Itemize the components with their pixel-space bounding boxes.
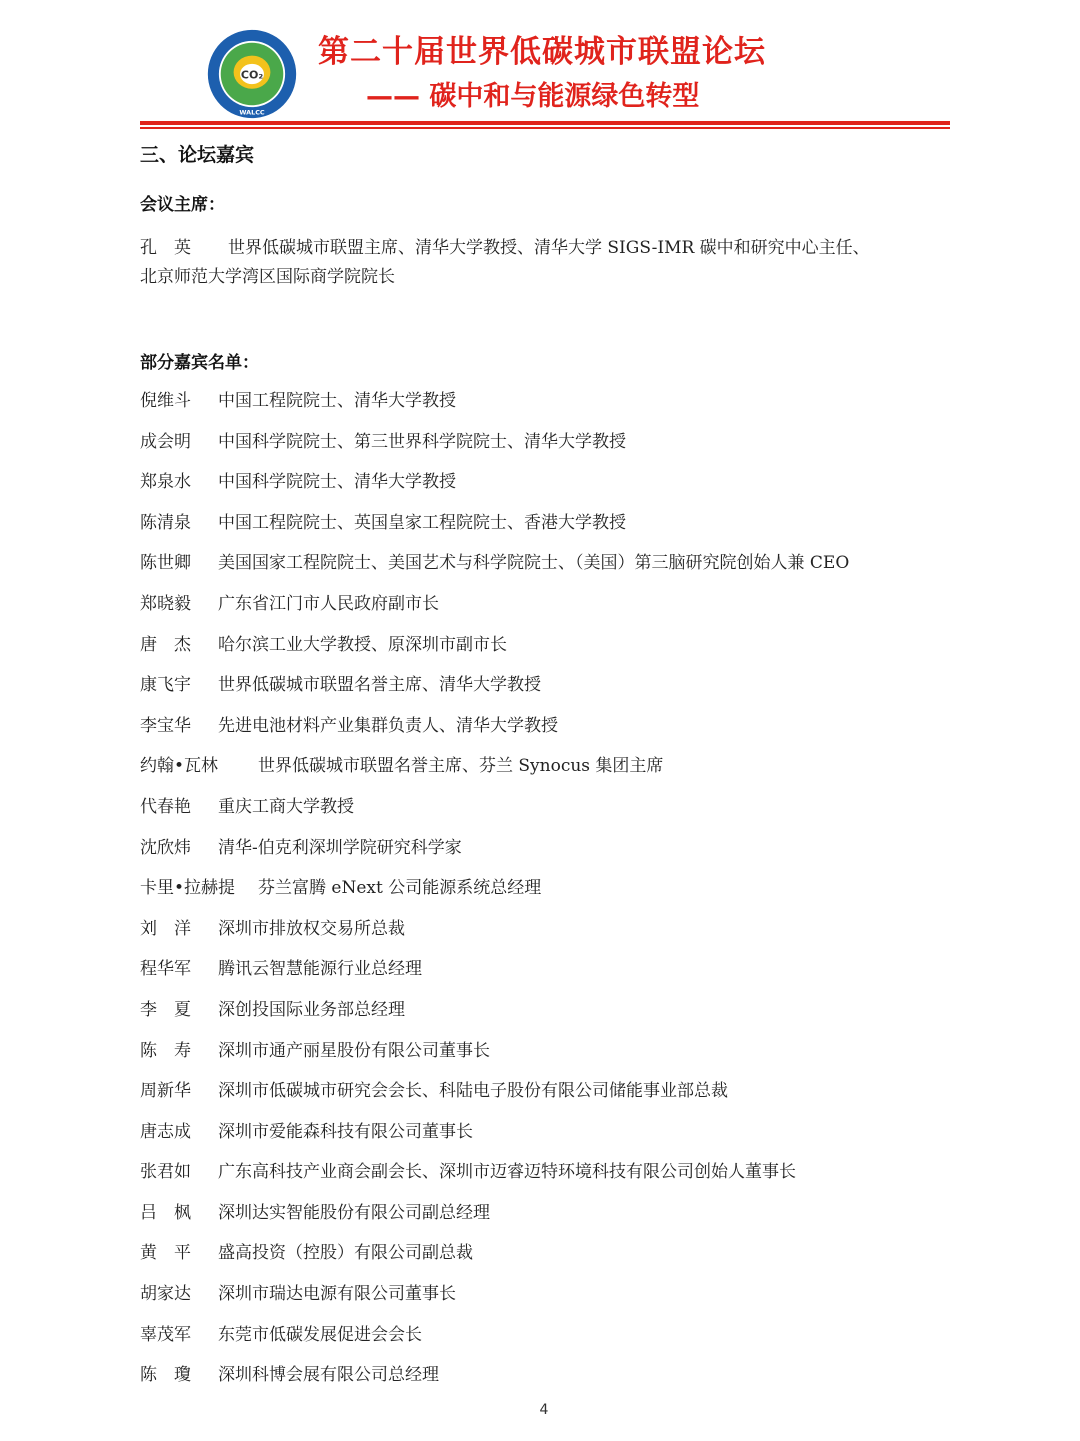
guest-name: 周新华 bbox=[140, 1081, 191, 1102]
guest-name: 陈世卿 bbox=[140, 553, 191, 574]
guest-row bbox=[140, 1119, 849, 1160]
chair-label: 会议主席： bbox=[140, 195, 225, 215]
guest-row bbox=[140, 1038, 849, 1079]
guest-row bbox=[140, 1281, 849, 1322]
section-heading: 三、论坛嘉宾 bbox=[140, 144, 255, 166]
guest-title: 世界低碳城市联盟名誉主席、芬兰 Synocus 集团主席 bbox=[258, 756, 664, 777]
guest-title: 深圳市低碳城市研究会会长、科陆电子股份有限公司储能事业部总裁 bbox=[218, 1081, 728, 1102]
guest-title: 深圳市瑞达电源有限公司董事长 bbox=[218, 1284, 456, 1305]
guest-title: 先进电池材料产业集群负责人、清华大学教授 bbox=[218, 715, 558, 736]
guest-title: 哈尔滨工业大学教授、原深圳市副市长 bbox=[218, 634, 507, 655]
guest-row bbox=[140, 1078, 849, 1119]
guest-name: 唐志成 bbox=[140, 1121, 191, 1142]
chair-entry bbox=[140, 233, 870, 258]
guest-row bbox=[140, 956, 849, 997]
guest-title: 清华-伯克利深圳学院研究科学家 bbox=[218, 837, 462, 858]
guests-label: 部分嘉宾名单： bbox=[140, 353, 259, 373]
guest-row bbox=[140, 1200, 849, 1241]
guest-name: 陈 瓊 bbox=[140, 1365, 191, 1386]
guest-name: 代春艳 bbox=[140, 796, 191, 817]
guest-name: 陈清泉 bbox=[140, 512, 191, 533]
guest-name: 成会明 bbox=[140, 431, 191, 452]
guest-row bbox=[140, 1362, 849, 1403]
forum-subtitle: —— 碳中和与能源绿色转型 bbox=[366, 81, 700, 112]
guest-row bbox=[140, 632, 849, 673]
header-divider-thin bbox=[140, 127, 950, 129]
svg-text:WALCC: WALCC bbox=[239, 108, 265, 117]
guest-name: 郑泉水 bbox=[140, 472, 191, 493]
guest-row bbox=[140, 591, 849, 632]
guest-title: 重庆工商大学教授 bbox=[218, 796, 354, 817]
guest-name: 倪维斗 bbox=[140, 391, 191, 411]
guest-row bbox=[140, 1159, 849, 1200]
guest-row bbox=[140, 997, 849, 1038]
guest-title: 盛高投资（控股）有限公司副总裁 bbox=[218, 1243, 473, 1264]
chair-name: 孔 英 bbox=[140, 238, 191, 258]
guest-name: 沈欣炜 bbox=[140, 837, 191, 858]
guest-row bbox=[140, 1322, 849, 1363]
guest-title: 广东高科技产业商会副会长、深圳市迈睿迈特环境科技有限公司创始人董事长 bbox=[218, 1162, 796, 1183]
guest-row bbox=[140, 388, 849, 429]
guest-name: 程华军 bbox=[140, 959, 191, 980]
guest-title: 腾讯云智慧能源行业总经理 bbox=[218, 959, 422, 980]
guest-row bbox=[140, 875, 849, 916]
chair-title-line2: 北京师范大学湾区国际商学院院长 bbox=[140, 267, 395, 287]
walcc-logo bbox=[206, 28, 298, 120]
header-divider-thick bbox=[140, 121, 950, 125]
guest-row bbox=[140, 672, 849, 713]
guest-name: 约翰•瓦林 bbox=[140, 756, 219, 777]
guest-title: 东莞市低碳发展促进会会长 bbox=[218, 1324, 422, 1345]
page-number: 4 bbox=[539, 1402, 549, 1418]
guest-name: 刘 洋 bbox=[140, 918, 191, 939]
guest-row bbox=[140, 1240, 849, 1281]
guest-name: 李 夏 bbox=[140, 999, 191, 1020]
guest-row bbox=[140, 753, 849, 794]
guest-name: 辜茂军 bbox=[140, 1324, 191, 1345]
guest-list bbox=[140, 388, 849, 1403]
guest-name: 康飞宇 bbox=[140, 675, 191, 696]
guest-row bbox=[140, 916, 849, 957]
guest-title: 中国工程院院士、清华大学教授 bbox=[218, 391, 456, 411]
guest-title: 世界低碳城市联盟名誉主席、清华大学教授 bbox=[218, 675, 541, 696]
guest-name: 陈 寿 bbox=[140, 1040, 191, 1061]
guest-title: 深圳市排放权交易所总裁 bbox=[218, 918, 405, 939]
guest-name: 郑晓毅 bbox=[140, 593, 191, 614]
guest-title: 芬兰富腾 eNext 公司能源系统总经理 bbox=[258, 878, 542, 899]
guest-row bbox=[140, 835, 849, 876]
guest-title: 中国工程院院士、英国皇家工程院院士、香港大学教授 bbox=[218, 512, 626, 533]
svg-text:CO₂: CO₂ bbox=[240, 68, 264, 82]
guest-row bbox=[140, 429, 849, 470]
guest-row bbox=[140, 510, 849, 551]
guest-title: 深圳达实智能股份有限公司副总经理 bbox=[218, 1202, 490, 1223]
guest-title: 深创投国际业务部总经理 bbox=[218, 999, 405, 1020]
guest-title: 深圳市爱能森科技有限公司董事长 bbox=[218, 1121, 473, 1142]
guest-title: 深圳科博会展有限公司总经理 bbox=[218, 1365, 439, 1386]
guest-row bbox=[140, 469, 849, 510]
guest-title: 中国科学院院士、第三世界科学院院士、清华大学教授 bbox=[218, 431, 626, 452]
guest-name: 李宝华 bbox=[140, 715, 191, 736]
guest-title: 广东省江门市人民政府副市长 bbox=[218, 593, 439, 614]
guest-name: 张君如 bbox=[140, 1162, 191, 1183]
guest-row bbox=[140, 550, 849, 591]
guest-name: 胡家达 bbox=[140, 1284, 191, 1305]
guest-name: 唐 杰 bbox=[140, 634, 191, 655]
guest-name: 吕 枫 bbox=[140, 1202, 191, 1223]
guest-name: 卡里•拉赫提 bbox=[140, 878, 236, 899]
guest-row bbox=[140, 794, 849, 835]
guest-title: 深圳市通产丽星股份有限公司董事长 bbox=[218, 1040, 490, 1061]
guest-name: 黄 平 bbox=[140, 1243, 191, 1264]
guest-title: 美国国家工程院院士、美国艺术与科学院院士、（美国）第三脑研究院创始人兼 CEO bbox=[218, 553, 850, 574]
forum-title: 第二十届世界低碳城市联盟论坛 bbox=[318, 34, 766, 70]
guest-title: 中国科学院院士、清华大学教授 bbox=[218, 472, 456, 493]
chair-title-line1: 世界低碳城市联盟主席、清华大学教授、清华大学 SIGS-IMR 碳中和研究中心主任、 bbox=[228, 238, 870, 258]
guest-row bbox=[140, 713, 849, 754]
